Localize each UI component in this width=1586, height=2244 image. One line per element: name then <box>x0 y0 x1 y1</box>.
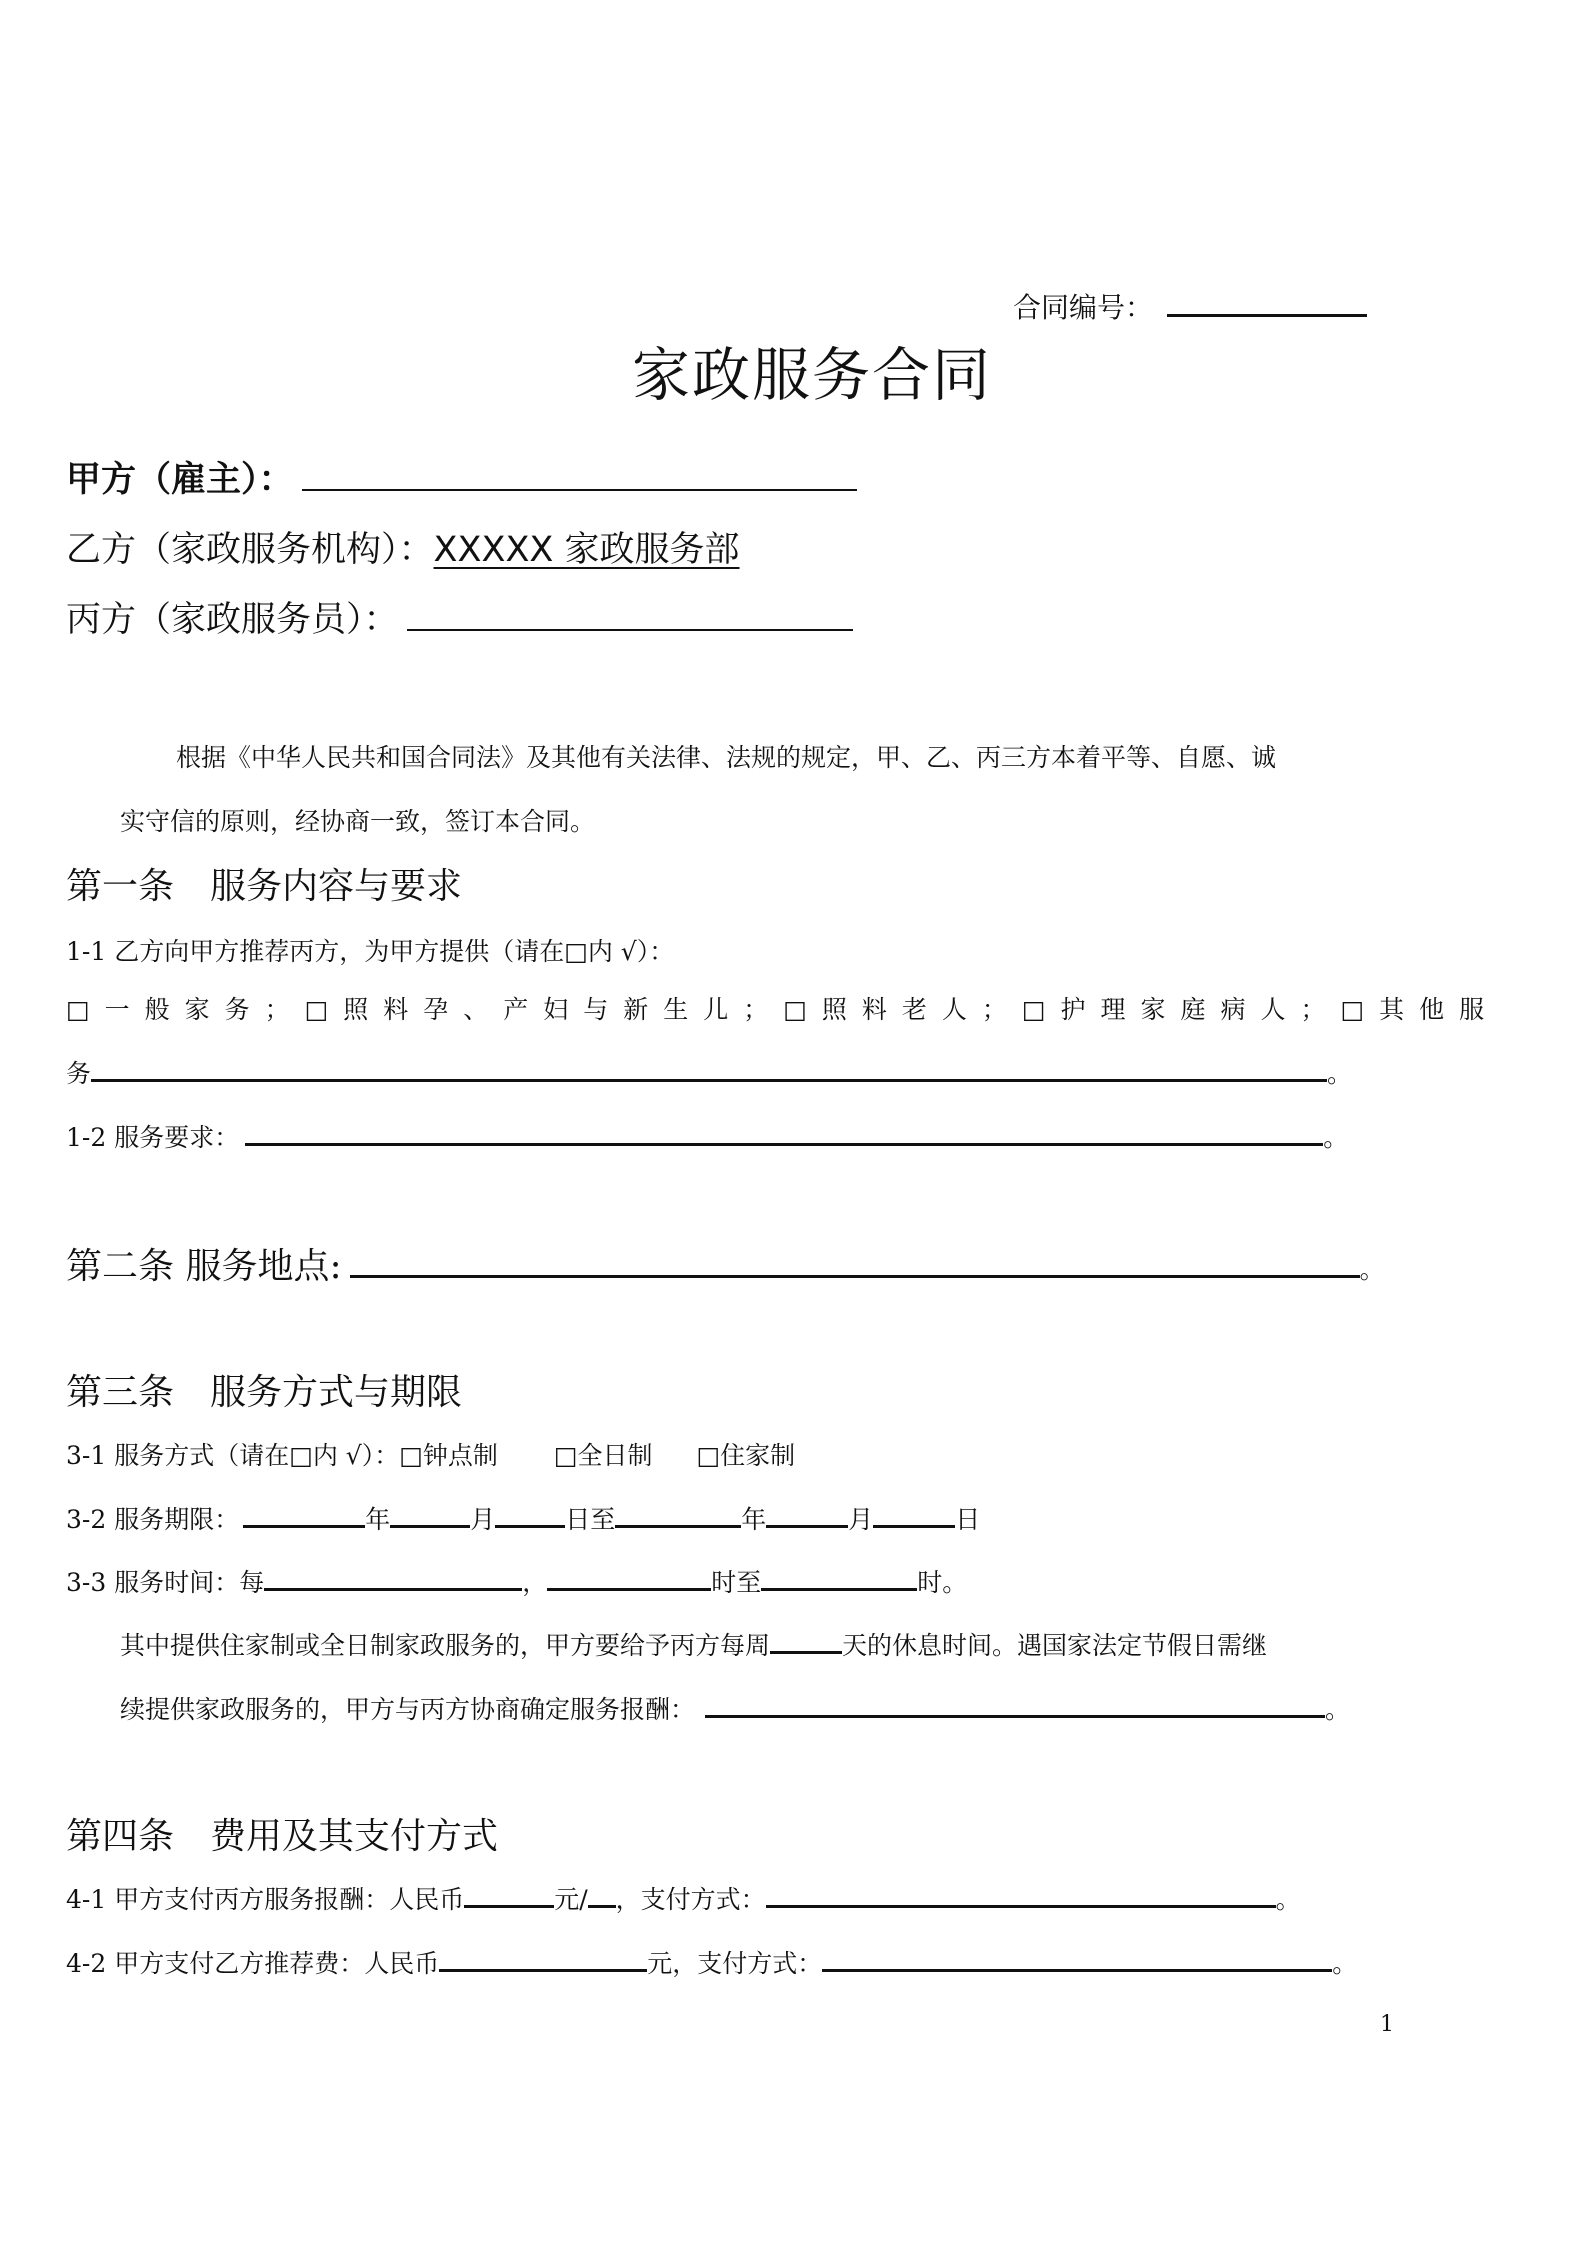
other-service-label: 务 <box>66 1059 92 1088</box>
party-c-row <box>66 592 853 642</box>
item-3-2-row <box>66 1500 980 1536</box>
document-title: 家政服务合同 <box>632 341 993 409</box>
period: 。 <box>1275 1885 1301 1914</box>
service-options-row <box>66 990 1499 1026</box>
option-patient-care[interactable]: □护理家庭病人； <box>1021 995 1341 1024</box>
day-label: 日 <box>955 1505 981 1534</box>
party-a-row <box>66 452 857 502</box>
item-3-3-label: 3-3 服务时间：每 <box>66 1568 265 1597</box>
mode-full-day[interactable]: □全日制 <box>553 1441 653 1470</box>
referral-payment-label: 元，支付方式： <box>647 1949 823 1978</box>
rest-note-part1: 其中提供住家制或全日制家政服务的，甲方要给予丙方每周 <box>120 1631 771 1660</box>
start-day-field[interactable] <box>495 1524 565 1528</box>
fee-unit-label: 元/ <box>554 1885 588 1914</box>
day-to-label: 日至 <box>565 1505 616 1534</box>
holiday-pay-field[interactable] <box>705 1714 1325 1718</box>
hour-end-label: 时。 <box>917 1568 968 1597</box>
holiday-pay-label: 续提供家政服务的，甲方与丙方协商确定服务报酬： <box>120 1695 696 1724</box>
service-period-field[interactable] <box>264 1587 522 1591</box>
start-year-field[interactable] <box>243 1524 365 1528</box>
month-label: 月 <box>848 1505 874 1534</box>
preamble-line-1: 根据《中华人民共和国合同法》及其他有关法律、法规的规定，甲、乙、丙三方本着平等、自愿、诚 <box>176 743 1277 772</box>
item-3-1-label: 3-1 服务方式（请在□内 √）： <box>66 1441 400 1470</box>
service-location-field[interactable] <box>350 1274 1360 1278</box>
mode-live-in[interactable]: □住家制 <box>696 1441 796 1470</box>
service-fee-amount-field[interactable] <box>464 1904 554 1908</box>
item-1-2-label: 1-2 服务要求： <box>66 1123 240 1152</box>
item-3-2-label: 3-2 服务期限： <box>66 1505 240 1534</box>
period: 。 <box>1327 1059 1353 1088</box>
end-month-field[interactable] <box>766 1524 848 1528</box>
option-maternity-newborn[interactable]: □照料孕、产妇与新生儿； <box>304 995 784 1024</box>
article-3-heading: 第三条 服务方式与期限 <box>66 1372 463 1413</box>
start-month-field[interactable] <box>390 1524 470 1528</box>
option-elderly-care[interactable]: □照料老人； <box>783 995 1022 1024</box>
party-c-label: 丙方（家政服务员）： <box>66 600 399 640</box>
item-4-2-row <box>66 1944 1357 1980</box>
page-number: 1 <box>1380 2012 1394 2037</box>
end-hour-field[interactable] <box>761 1587 917 1591</box>
period: 。 <box>1359 1255 1385 1284</box>
hour-to-label: 时至 <box>711 1568 762 1597</box>
holiday-pay-row <box>120 1690 1350 1726</box>
end-year-field[interactable] <box>615 1524 741 1528</box>
party-b-label: 乙方（家政服务机构）： <box>66 530 434 570</box>
other-service-field[interactable] <box>91 1078 1327 1082</box>
party-b-row <box>66 522 740 572</box>
payment-method-label: ，支付方式： <box>615 1885 766 1914</box>
rest-days-field[interactable] <box>770 1650 842 1654</box>
party-a-label: 甲方（雇主）： <box>66 460 294 500</box>
mode-hourly[interactable]: □钟点制 <box>399 1441 498 1470</box>
contract-number-row <box>1013 286 1367 326</box>
end-day-field[interactable] <box>873 1524 955 1528</box>
referral-payment-method-field[interactable] <box>822 1968 1332 1972</box>
item-1-1: 1-1 乙方向甲方推荐丙方，为甲方提供（请在□内 √）： <box>66 937 675 966</box>
preamble-line-2: 实守信的原则，经协商一致，签订本合同。 <box>120 807 596 836</box>
article-2-row <box>66 1238 1385 1289</box>
party-c-field[interactable] <box>407 628 853 631</box>
service-requirements-field[interactable] <box>245 1142 1323 1146</box>
item-4-1-label: 4-1 甲方支付丙方服务报酬：人民币 <box>66 1885 465 1914</box>
option-general-housework[interactable]: □一般家务； <box>66 995 305 1024</box>
rest-note-part2: 天的休息时间。遇国家法定节假日需继 <box>842 1631 1268 1660</box>
article-2-heading: 第二条 服务地点: <box>66 1246 342 1287</box>
party-a-field[interactable] <box>302 488 857 491</box>
start-hour-field[interactable] <box>547 1587 711 1591</box>
month-label: 月 <box>470 1505 496 1534</box>
item-3-1-row <box>66 1436 795 1472</box>
party-b-value: XXXXX 家政服务部 <box>433 530 740 570</box>
item-1-2-row <box>66 1118 1348 1154</box>
item-4-1-row <box>66 1880 1301 1916</box>
other-service-row <box>66 1054 1352 1090</box>
period: 。 <box>1323 1123 1349 1152</box>
year-label: 年 <box>741 1505 767 1534</box>
referral-fee-amount-field[interactable] <box>439 1968 647 1972</box>
contract-number-label: 合同编号： <box>1013 291 1154 324</box>
item-3-3-row <box>66 1563 967 1599</box>
fee-period-field[interactable] <box>588 1904 616 1908</box>
option-other[interactable]: □其他服 <box>1340 995 1500 1024</box>
article-1-heading: 第一条 服务内容与要求 <box>66 866 463 907</box>
contract-number-field[interactable] <box>1167 313 1367 317</box>
period: 。 <box>1332 1949 1358 1978</box>
rest-days-row <box>120 1626 1267 1662</box>
payment-method-field[interactable] <box>766 1904 1276 1908</box>
period: 。 <box>1325 1695 1351 1724</box>
year-label: 年 <box>365 1505 391 1534</box>
article-4-heading: 第四条 费用及其支付方式 <box>66 1816 499 1857</box>
comma: ， <box>522 1568 548 1597</box>
item-4-2-label: 4-2 甲方支付乙方推荐费：人民币 <box>66 1949 440 1978</box>
